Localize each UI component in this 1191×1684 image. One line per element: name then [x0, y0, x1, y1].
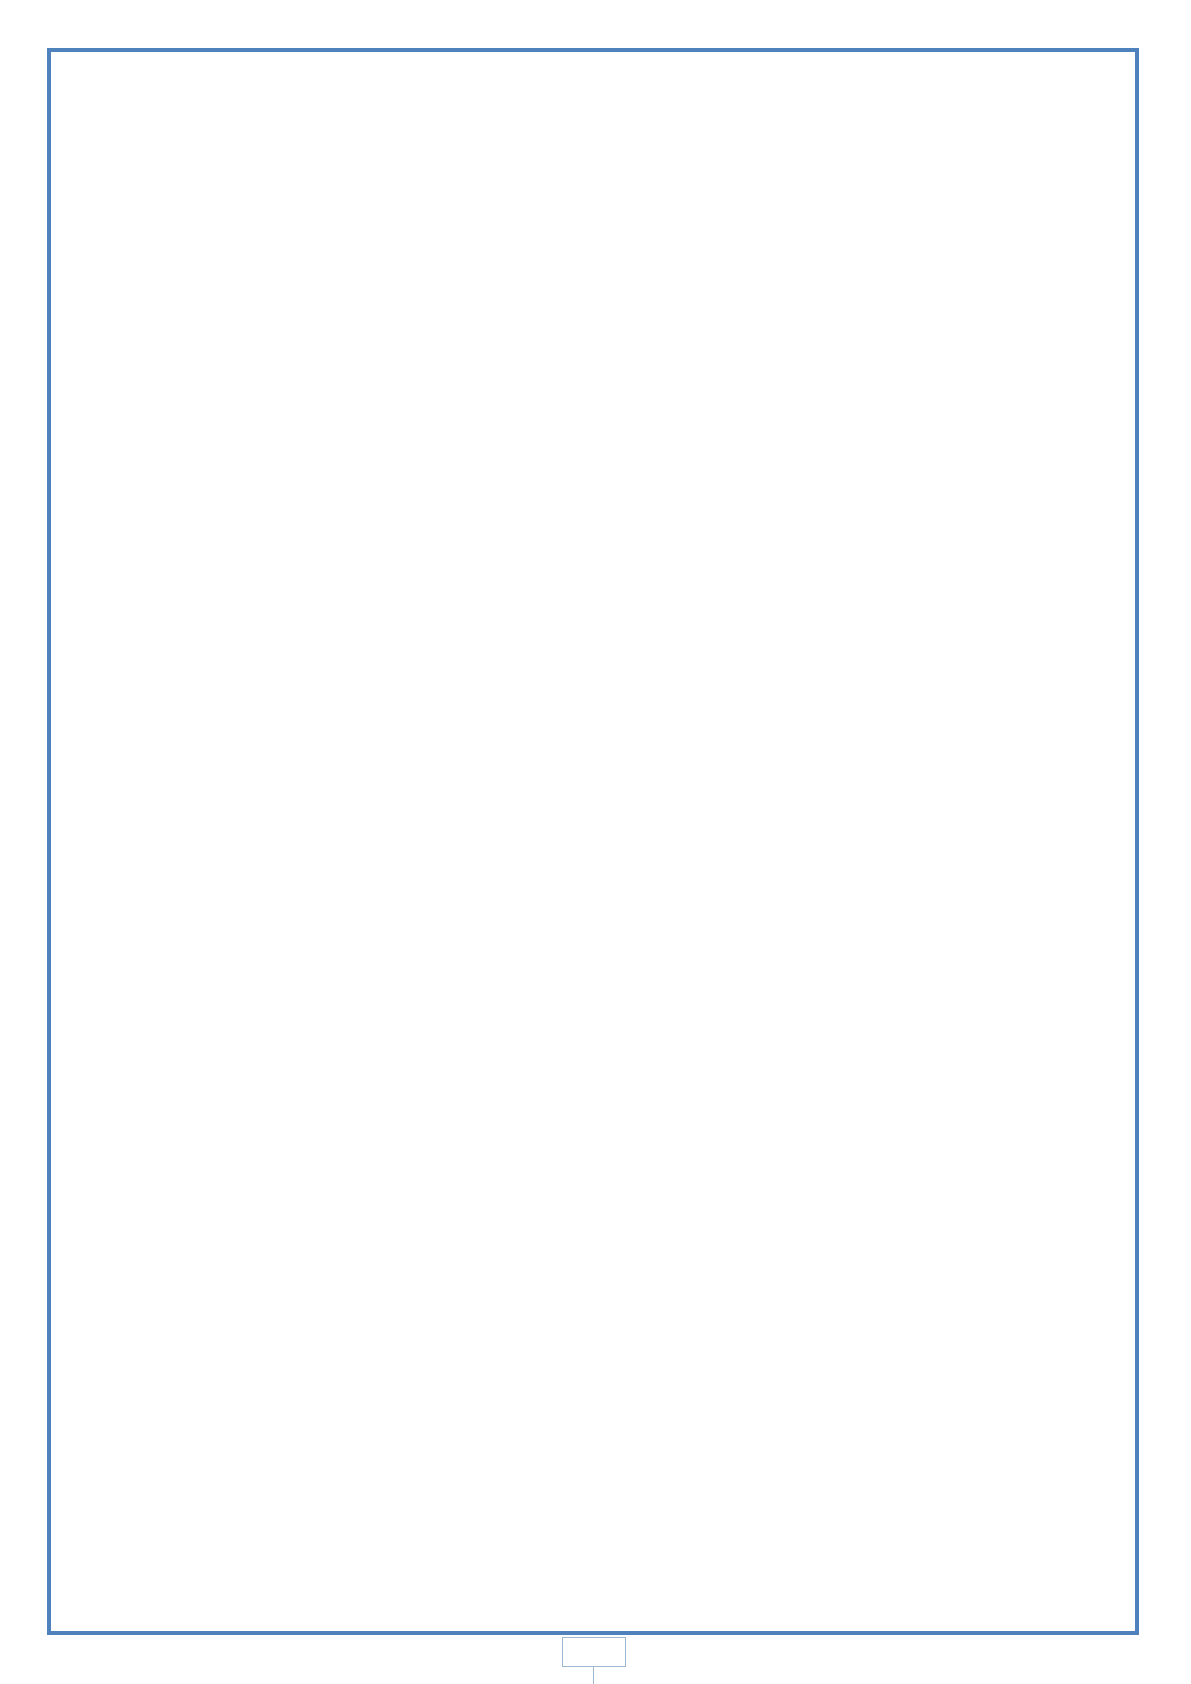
page-number — [562, 1637, 626, 1667]
page-border — [47, 48, 1139, 1635]
page-number-tick — [593, 1667, 594, 1684]
page-content — [80, 100, 1091, 108]
